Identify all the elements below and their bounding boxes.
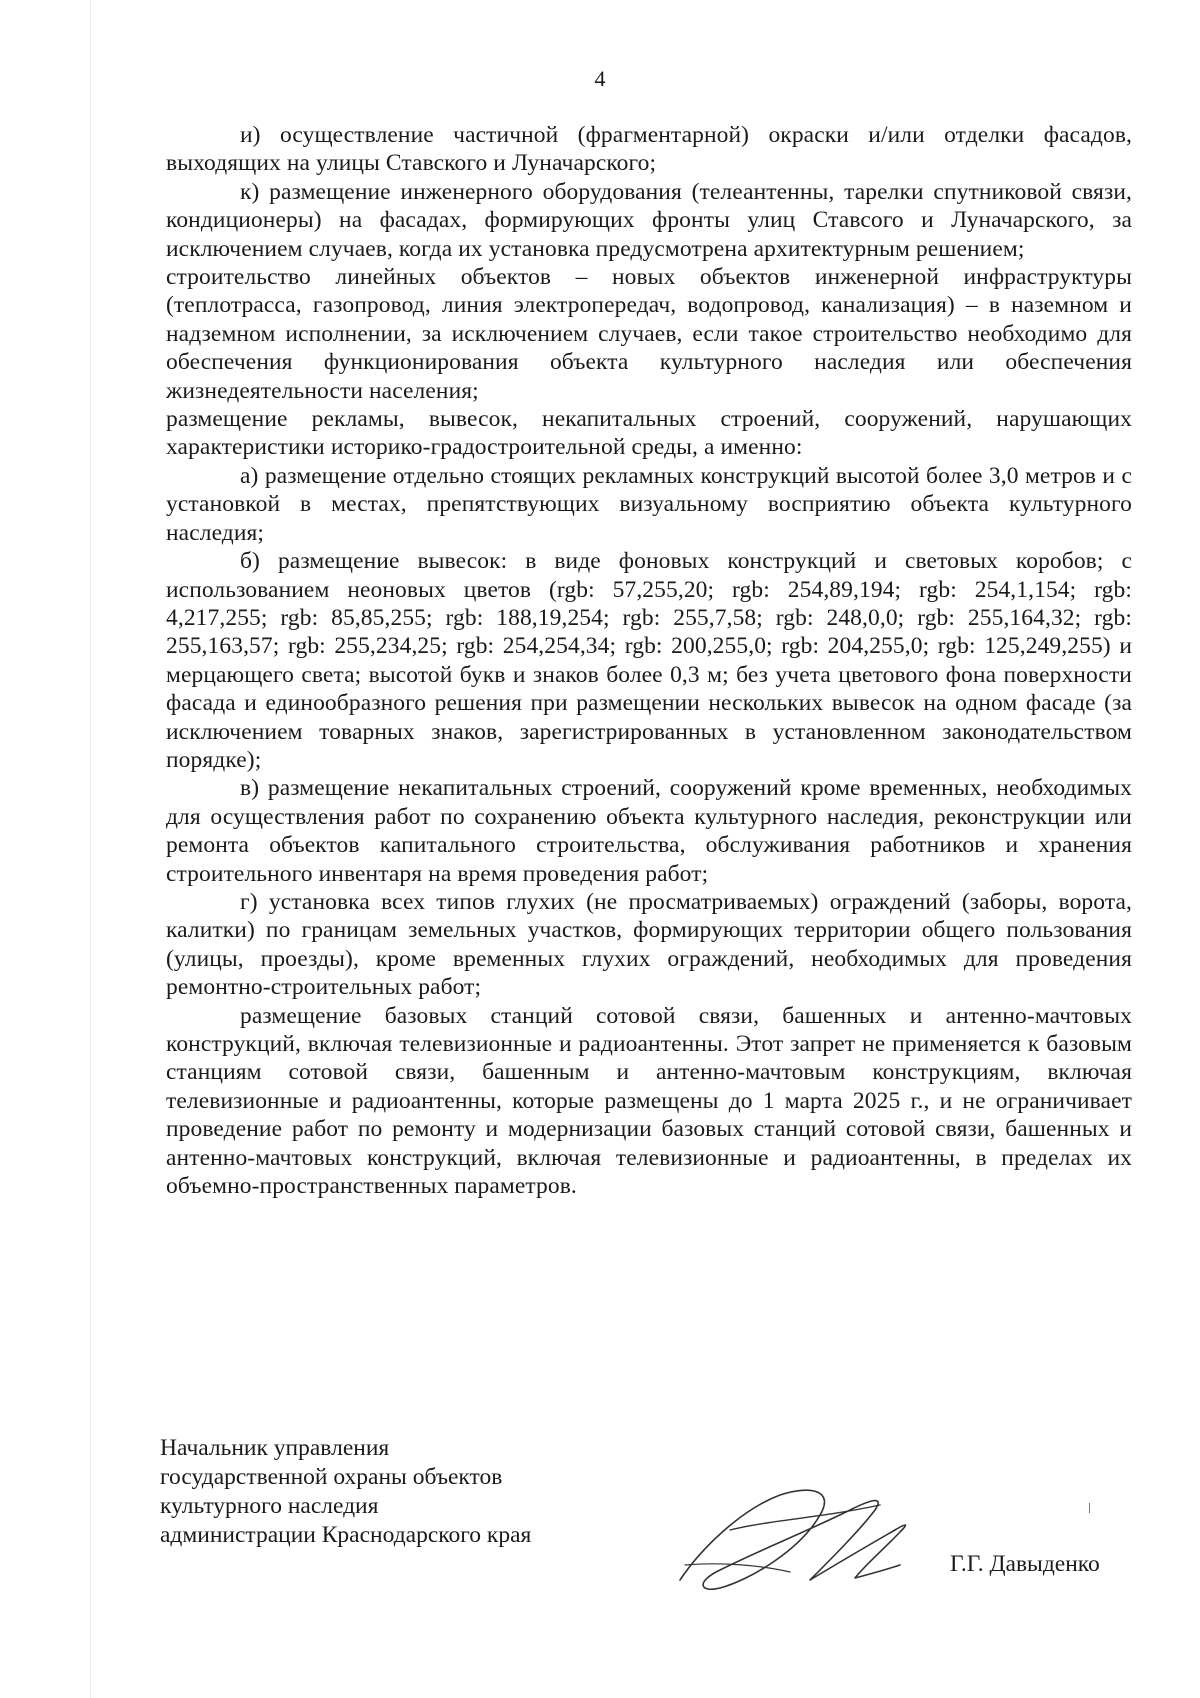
signatory-name: Г.Г. Давыденко — [950, 1551, 1100, 1577]
position-line: культурного наследия — [160, 1493, 379, 1519]
signatory-position — [160, 1434, 620, 1550]
position-line: государственной охраны объектов — [160, 1464, 503, 1490]
paragraph-advertising: размещение рекламы, вывесок, некапитальных строений, сооружений, нарушающих характеристики историко-градостроительной среды, а именно: — [166, 406, 1132, 461]
paragraph-k: к) размещение инженерного оборудования (телеантенны, тарелки спутниковой связи, кондиционеры) на фасадах, формирующих фронты улиц Ставсого и Луначарского, за исключением случаев, когда их установка предусмотрена архитектурным решением; — [166, 178, 1132, 262]
paragraph-base-stations: размещение базовых станций сотовой связи, башенных и антенно-мачтовых конструкций, включая телевизионные и радиоантенны. Этот запрет не применяется к базовым станциям сотовой связи, башенным и антенно-мачтовым конструкциям, включая телевизионные и радиоантенны, которые размещены до 1 марта 2025 г., и не ограничивает проведение работ по ремонту и модернизации базовых станций сотовой связи, башенных и антенно-мачтовых конструкций, включая телевизионные и радиоантенны, в пределах их объемно-пространственных параметров. — [166, 1002, 1132, 1200]
paragraph-v: в) размещение некапитальных строений, сооружений кроме временных, необходимых для осуществления работ по сохранению объекта культурного наследия, реконструкции или ремонта объектов капитального строительства, обслуживания работников и хранения строительного инвентаря на время проведения работ; — [166, 775, 1132, 887]
scan-mark — [1089, 1503, 1090, 1513]
paragraph-i: и) осуществление частичной (фрагментарной) окраски и/или отделки фасадов, выходящих на улицы Ставского и Луначарского; — [166, 122, 1132, 177]
paragraph-g: г) установка всех типов глухих (не просматриваемых) ограждений (заборы, ворота, калитки) по границам земельных участков, формирующих территории общего пользования (улицы, проезды), кроме временных глухих ограждений, необходимых для проведения ремонтно-строительных работ; — [166, 888, 1132, 1001]
scan-edge-line — [90, 0, 91, 1698]
handwritten-signature — [660, 1470, 920, 1600]
position-line: Начальник управления — [160, 1435, 390, 1461]
document-body — [166, 121, 1132, 1200]
paragraph-b: б) размещение вывесок: в виде фоновых конструкций и световых коробов; с использованием неоновых цветов (rgb: 57,255,20; rgb: 254,89,194; rgb: 254,1,154; rgb: 4,217,255; rgb: 85,85,255; rgb: 188,19,254; rgb: 255,7,58; rgb: 248,0,0; rgb: 255,164,32; rgb: 255,163,57; rgb: 255,234,25; rgb: 254,254,34; rgb: 200,255,0; rgb: 204,255,0; rgb: 125,249,255) и мерцающего света; высотой букв и знаков более 0,3 м; без учета цветового фона поверхности фасада и единообразного решения при размещении нескольких вывесок на одном фасаде (за исключением товарных знаков, зарегистрированных в установленном законодательством порядке); — [166, 548, 1132, 773]
paragraph-a: а) размещение отдельно стоящих рекламных конструкций высотой более 3,0 метров и с установкой в местах, препятствующих визуальному восприятию объекта культурного наследия; — [166, 462, 1132, 546]
paragraph-linear-objects: строительство линейных объектов – новых объектов инженерной инфраструктуры (теплотрасса, газопровод, линия электропередач, водопровод, канализация) – в наземном и надземном исполнении, за исключением случаев, если такое строительство необходимо для обеспечения функционирования объекта культурного наследия или обеспечения жизнедеятельности населения; — [166, 264, 1132, 404]
position-line: администрации Краснодарского края — [160, 1522, 532, 1548]
page-number: 4 — [594, 66, 606, 91]
